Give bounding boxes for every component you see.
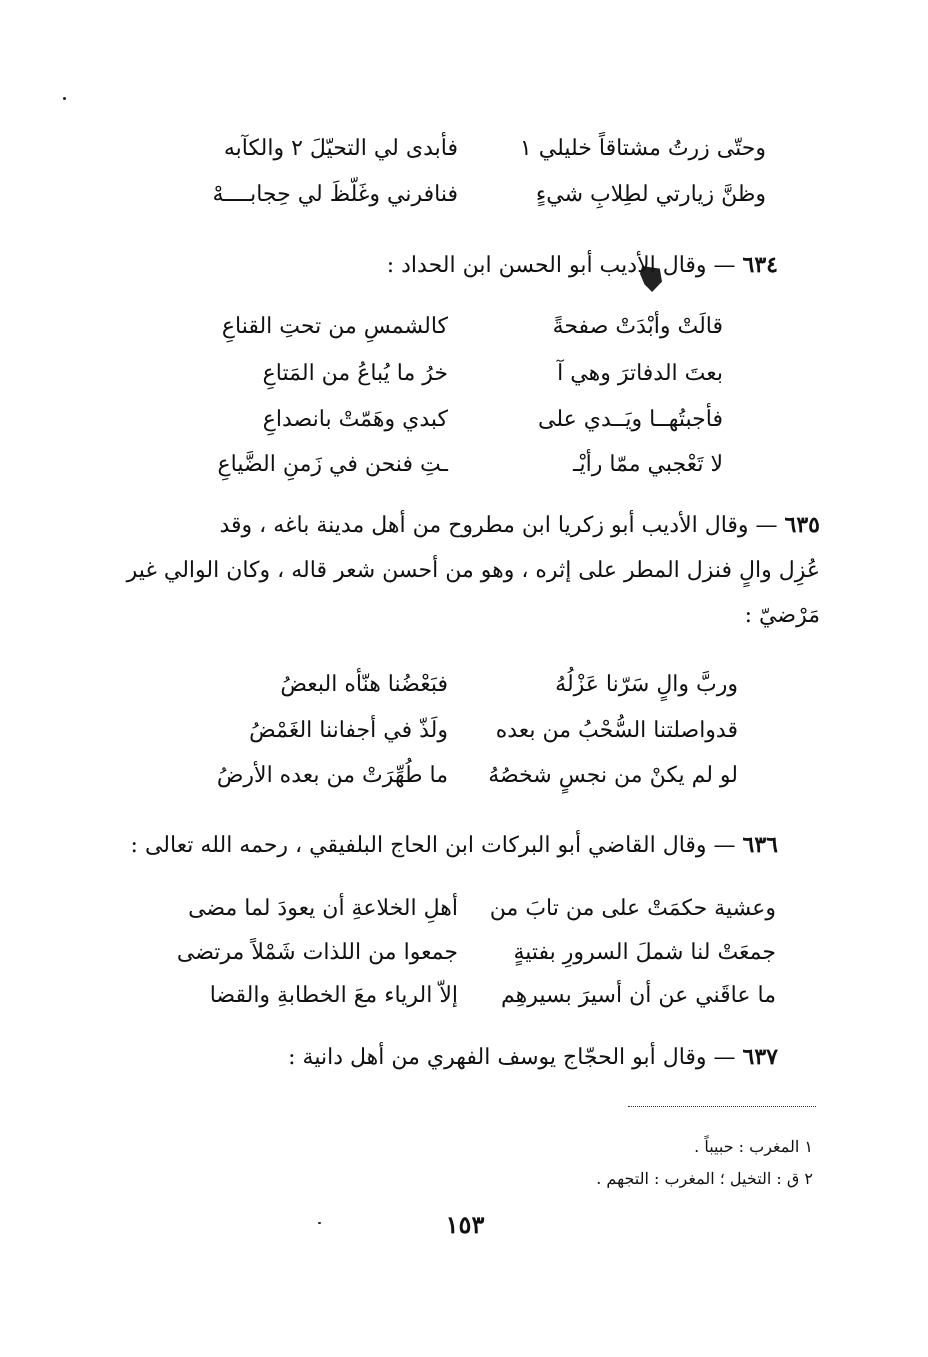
section-intro: — وقال أبو الحجّاج يوسف الفهري من أهل دانية :: [288, 1045, 736, 1070]
verse-left: جمعوا من اللذات شَمْلاً مرتضى: [176, 940, 458, 965]
paragraph-line: مَرْضيّ :: [744, 603, 820, 628]
section-heading: [131, 830, 778, 861]
section-intro: — وقال القاضي أبو البركات ابن الحاج البلفيقي ، رحمه الله تعالى :: [130, 833, 736, 858]
verse-right: وظنَّ زيارتي لطِلابِ شيءٍ: [535, 182, 766, 207]
verse-right: قدواصلتنا السُّحْبُ من بعده: [495, 718, 738, 743]
verse-right: بعتَ الدفاترَ وهي آ: [557, 361, 723, 386]
verse-right: جمعَتْ لنا شملَ السرورِ بفتيةٍ: [513, 940, 776, 965]
verse-left: أهلِ الخلاعةِ أن يعودَ لما مضى: [188, 896, 458, 921]
verse-right: قالَتْ وأبْدَتْ صفحةً: [552, 314, 723, 339]
verse-left: ـتِ فنحن في زَمنِ الضَّياعِ: [217, 452, 448, 477]
section-number: ٦٣٥: [784, 512, 820, 538]
verse-left: خرُ ما يُباعُ من المَتاعِ: [262, 361, 448, 386]
footnote: ١ المغرب : حبيباً .: [694, 1137, 813, 1156]
verse-right: ما عاقَني عن أن أسيرَ بسيرهِم: [500, 983, 776, 1008]
verse-right: وعشية حكمَتْ على من تابَ من: [489, 896, 776, 921]
footnote-separator: [628, 1106, 816, 1107]
verse-left: فبَعْضُنا هنّأه البعضُ: [280, 672, 448, 697]
verse-left: فنافرني وغَلّظَ لي حِجابــــهْ: [212, 182, 458, 207]
section-intro: — وقال الأديب أبو الحسن ابن الحداد :: [386, 253, 736, 278]
section-heading: [387, 250, 778, 281]
section-number: ٦٣٦: [742, 832, 778, 858]
verse-left: كالشمسِ من تحتِ القناعِ: [221, 314, 448, 339]
verse-left: فأبدى لي التحيّلَ ٢ والكآبه: [223, 136, 458, 161]
paragraph-line: عُزِل والٍ فنزل المطر على إثره ، وهو من أحسن شعر قاله ، وكان الوالي غير: [126, 558, 820, 583]
section-number: ٦٣٤: [742, 252, 778, 278]
verse-left: كبدي وهَمّتْ بانصداعِ: [262, 407, 448, 432]
section-heading: [288, 1042, 778, 1073]
section-intro: — وقال الأديب أبو زكريا ابن مطروح من أهل مدينة باغه ، وقد: [219, 513, 778, 538]
ink-speck: [318, 1222, 321, 1224]
verse-right: لو لم يكنْ من نجسٍ شخصُهُ: [488, 763, 738, 788]
section-heading: [219, 510, 820, 541]
verse-right: لا تَعْجبي ممّا رأيْـ: [573, 452, 723, 477]
footnote: ٢ ق : التخيل ؛ المغرب : التجهم .: [596, 1169, 813, 1188]
verse-left: إلاّ الرياء معَ الخطابةِ والقضا: [209, 983, 458, 1008]
verse-right: وحتّى زرتُ مشتاقاً خليلي ١: [519, 136, 766, 161]
verse-left: ولَذّ في أجفاننا الغَمْضُ: [249, 718, 448, 743]
verse-left: ما طُهِّرَتْ من بعده الأرضُ: [216, 763, 448, 788]
ink-speck: [63, 97, 66, 100]
section-number: ٦٣٧: [742, 1044, 778, 1070]
page-number: ١٥٣: [445, 1210, 485, 1239]
verse-right: وربَّ والٍ سَرّنا عَزْلُهُ: [555, 672, 738, 697]
verse-right: فأجبتُهــا ويَــدي على: [538, 407, 723, 432]
